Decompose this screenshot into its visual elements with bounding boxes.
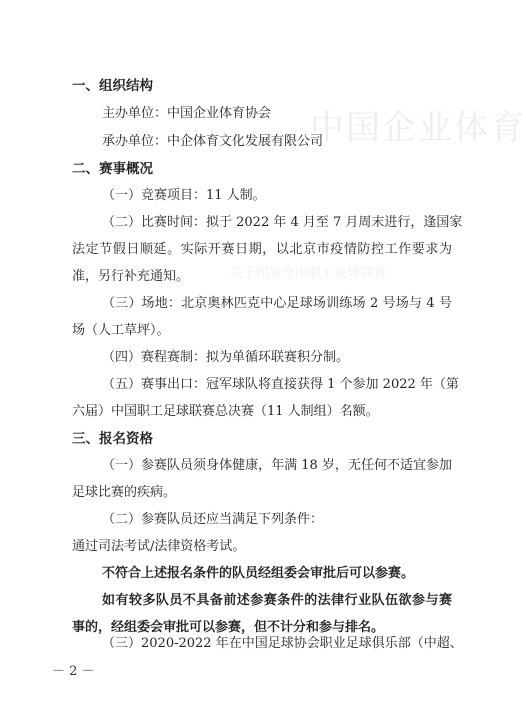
section-heading-qualification: 三、报名资格: [72, 431, 153, 447]
qualification-item-3: （三）2020-2022 年在中国足球协会职业足球俱乐部（中超、: [102, 636, 463, 651]
watermark-subtitle: 关于印发全国职工足球联赛: [230, 266, 387, 281]
bold-note-2-line-2: 事的，经组委会审批可以参赛，但不计分和参与排名。: [72, 620, 385, 635]
organizer-unit: 承办单位：中企体育文化发展有限公司: [102, 134, 324, 149]
host-unit: 主办单位：中国企业体育协会: [102, 106, 272, 121]
overview-item-3-line-2: 场（人工草坪）。: [72, 323, 170, 338]
qualification-item-2: （二）参赛队员还应当满足下列条件：: [102, 512, 324, 527]
section-heading-overview: 二、赛事概况: [72, 161, 153, 177]
qualification-item-1-line-2: 足球比赛的疾病。: [72, 485, 177, 500]
qualification-item-1-line-1: （一）参赛队员须身体健康，年满 18 岁，无任何不适宜参加: [102, 458, 452, 473]
overview-item-5-line-1: （五）赛事出口：冠军球队将直接获得 1 个参加 2022 年（第: [102, 377, 459, 392]
overview-item-5-line-2: 六届）中国职工足球联赛总决赛（11 人制组）名额。: [72, 404, 379, 419]
bold-note-1: 不符合上述报名条件的队员经组委会审批后可以参赛。: [102, 566, 415, 581]
overview-item-2-line-2: 法定节假日顺延。实际开赛日期，以北京市疫情防控工作要求为: [72, 242, 452, 257]
overview-item-2-line-1: （二）比赛时间：拟于 2022 年 4 月至 7 月周末进行，逢国家: [102, 215, 463, 230]
watermark: 中国企业体育: [310, 108, 526, 148]
qualification-item-2-condition: 通过司法考试/法律资格考试。: [72, 539, 246, 554]
section-heading-organization: 一、组织结构: [72, 78, 153, 94]
page-number: － 2 －: [52, 664, 95, 679]
bold-note-2-line-1: 如有较多队员不具备前述参赛条件的法律行业队伍欲参与赛: [102, 593, 452, 608]
overview-item-3-line-1: （三）场地：北京奥林匹克中心足球场训练场 2 号场与 4 号: [102, 296, 452, 311]
overview-item-1: （一）竞赛项目：11 人制。: [102, 188, 266, 203]
overview-item-2-line-3: 准，另行补充通知。: [72, 269, 190, 284]
overview-item-4: （四）赛程赛制：拟为单循环联赛积分制。: [102, 350, 350, 365]
